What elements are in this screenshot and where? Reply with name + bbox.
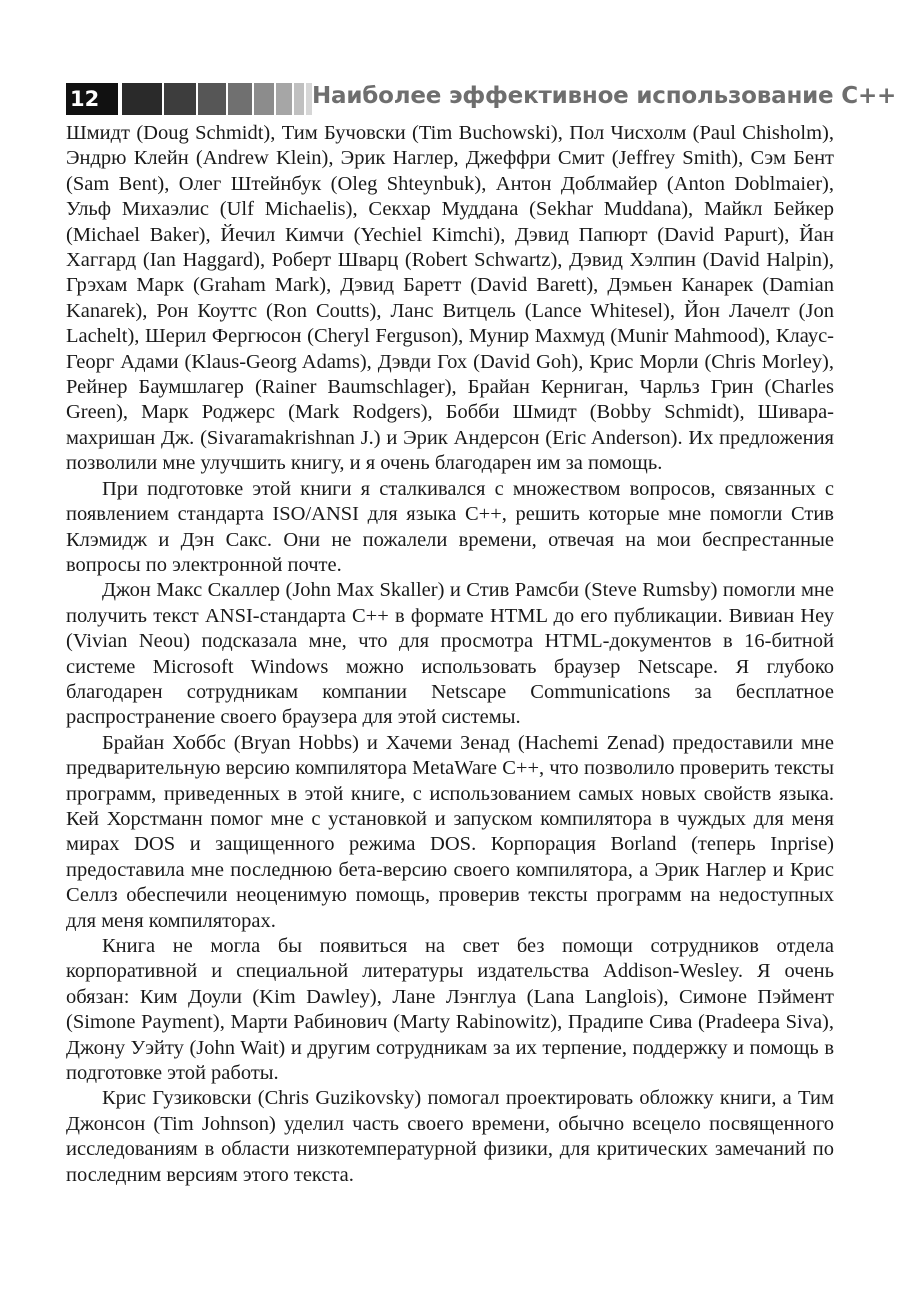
header-bar xyxy=(276,83,292,115)
header-bar xyxy=(198,83,226,115)
header-bar xyxy=(294,83,304,115)
paragraph: Джон Макс Скаллер (John Max Skaller) и Стив Рамсби (Steve Rumsby) помогли мне получить текст ANSI-стандарта C++ в формате HTML до его публикации. Вивиан Неу (Vivian Neou) подсказала мне, что для просмотра HTML-документов в 16-битной системе Microsoft Windows можно использовать браузер Netscape. Я глубоко благодарен сотрудникам компании Netscape Communications за бесплатное распространение своего браузера для этой системы. xyxy=(66,579,834,729)
header-bar xyxy=(228,83,252,115)
paragraph: Шмидт (Doug Schmidt), Тим Бучовски (Tim Buchowski), Пол Чисхолм (Paul Chisholm), Эндрю Клейн (Andrew Klein), Эрик Наглер, Джеффри Смит (Jeffrey Smith), Сэм Бент (Sam Bent), Олег Штейнбук (Oleg Shteynbuk), Антон Доблмайер (Anton Doblmaier), Ульф Михаэлис (Ulf Michaelis), Секхар Муддана (Sekhar Muddana), Майкл Бейкер (Michael Baker), Йечил Кимчи (Yechiel Kimchi), Дэвид Папюрт (David Papurt), Йан Хаггард (Ian Haggard), Роберт Шварц (Robert Schwartz), Дэвид Хэлпин (David Halpin), Грэхам Марк (Graham Mark), Дэвид Баретт (David Barett), Дэмьен Канарек (Damian Kanarek), Рон Коуттс (Ron Coutts), Ланс Витцель (Lance Whitesel), Йон Лачелт (Jon Lachelt), Шерил Фергюсон (Cheryl Ferguson), Мунир Махмуд (Munir Mahmood), Клаус-Георг Адами (Klaus-Georg Adams), Дэвди Гох (David Goh), Крис Морли (Chris Morley), Рейнер Баумшлагер (Rainer Baumschlager), Брайан Керниган, Чарльз Грин (Charles Green), Марк Роджерс (Mark Rodgers), Бобби Шмидт (Bobby Schmidt), Шиварамахришан Дж. (Sivaramakrishnan J.) и Эрик Андерсон (Eric Anderson). Их предложения позволили мне улучшить книгу, и я очень благодарен им за помощь. xyxy=(66,122,834,475)
page-header xyxy=(66,83,897,115)
running-title: Наиболее эффективное использование C++ xyxy=(312,83,897,109)
page-number: 12 xyxy=(66,83,118,115)
paragraph: Крис Гузиковски (Chris Guzikovsky) помогал проектировать обложку книги, а Тим Джонсон (Tim Johnson) уделил часть своего времени, обычно всецело посвященного исследованиям в области низкотемпературной физики, для критических замечаний по последним версиям этого текста. xyxy=(66,1087,834,1186)
paragraph: При подготовке этой книги я сталкивался с множеством вопросов, связанных с появлением стандарта ISO/ANSI для языка C++, решить которые мне помогли Стив Клэмидж и Дэн Сакс. Они не пожалели времени, отвечая на мои беспрестанные вопросы по электронной почте. xyxy=(66,477,834,576)
paragraph: Брайан Хоббс (Bryan Hobbs) и Хачеми Зенад (Hachemi Zenad) предоставили мне предварительную версию компилятора MetaWare C++, что позволило проверить тексты программ, приведенных в этой книге, с использованием самых новых свойств языка. Кей Хорстманн помог мне с установкой и запуском компилятора в чуждых для меня мирах DOS и защищенного режима DOS. Корпорация Borland (теперь Inprise) предоставила мне последнюю бета-версию своего компилятора, а Эрик Наглер и Крис Селлз обеспечили неоценимую помощь, проверив тексты программ на недоступных для меня компиляторах. xyxy=(66,731,834,932)
header-bar xyxy=(122,83,162,115)
header-bar xyxy=(164,83,196,115)
header-bar xyxy=(254,83,274,115)
paragraph: Книга не могла бы появиться на свет без помощи сотрудников отдела корпоративной и специальной литературы издательства Addison-Wesley. Я очень обязан: Ким Доули (Kim Dawley), Лане Лэнглуа (Lana Langlois), Симоне Пэймент (Simone Payment), Марти Рабинович (Marty Rabinowitz), Прадипе Сива (Pradeepa Siva), Джону Уэйту (John Wait) и другим сотрудникам за их терпение, поддержку и помощь в подготовке этой работы. xyxy=(66,935,834,1085)
body-text xyxy=(66,121,834,1188)
